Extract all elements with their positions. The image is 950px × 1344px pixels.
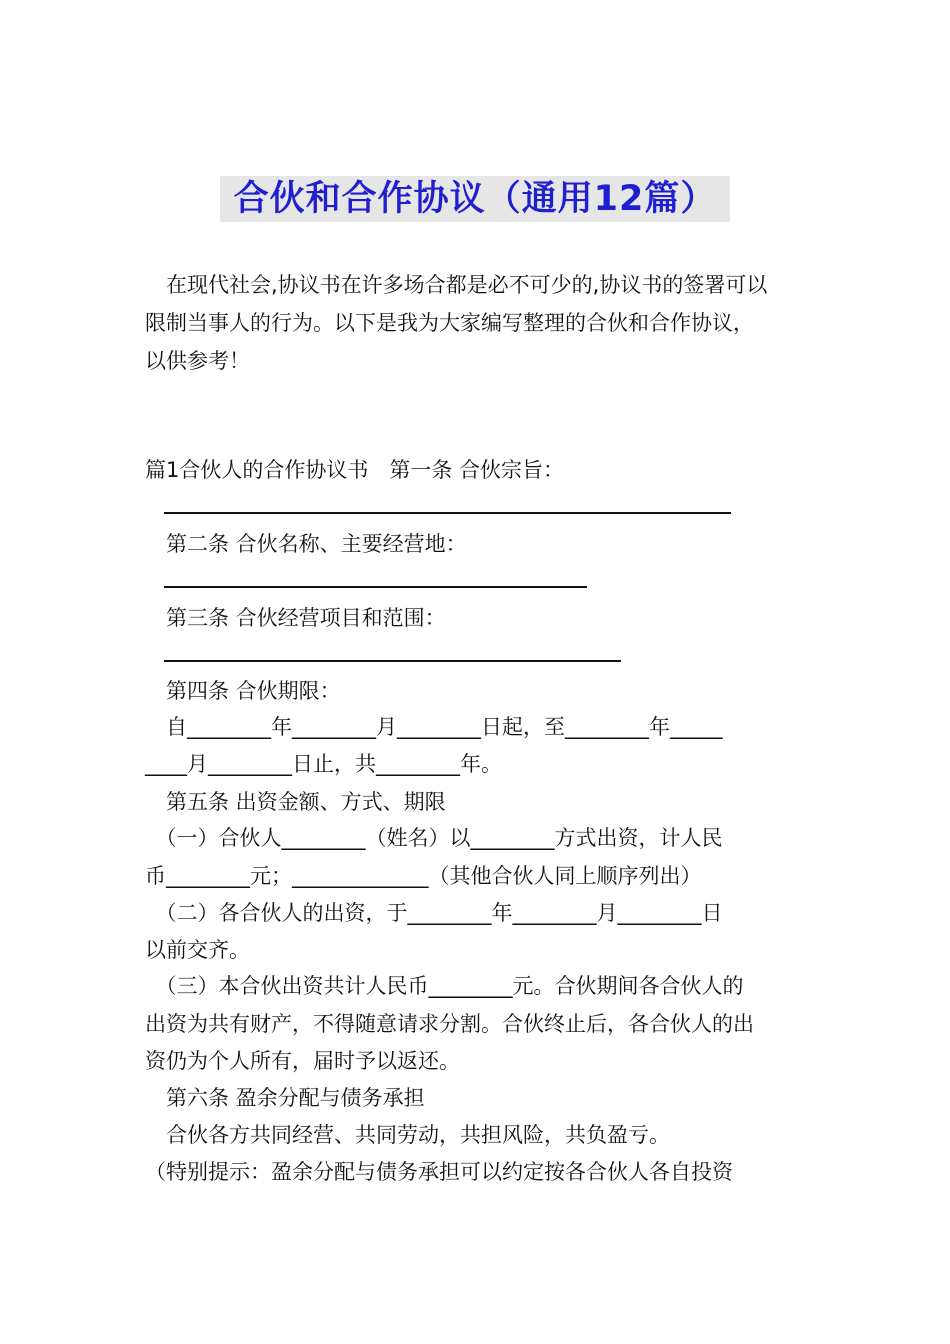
article-2: 第二条 合伙名称、主要经营地： <box>145 532 467 556</box>
blank-line-article3 <box>164 660 621 662</box>
blank-line-article1 <box>164 512 731 514</box>
article-4-line-1: 自________年________月________日起，至________年_____ <box>145 715 723 739</box>
article-5-item-2-line-1: （二）各合伙人的出资，于________年________月________日 <box>145 901 723 925</box>
document-title: 合伙和合作协议（通用12篇） <box>220 176 731 222</box>
title-container <box>0 176 950 222</box>
article-3: 第三条 合伙经营项目和范围： <box>145 606 446 630</box>
article-5-item-1-line-1: （一）合伙人________（姓名）以________方式出资，计人民 <box>145 826 723 850</box>
article-5-item-3-line-1: （三）本合伙出资共计人民币________元。合伙期间各合伙人的 <box>145 974 744 998</box>
intro-line-2: 限制当事人的行为。以下是我为大家编写整理的合伙和合作协议， <box>145 311 754 335</box>
article-6-line-2: （特别提示：盈余分配与债务承担可以约定按各合伙人各自投资 <box>145 1160 733 1184</box>
article-6: 第六条 盈余分配与债务承担 <box>145 1086 425 1110</box>
intro-line-3: 以供参考！ <box>145 349 250 373</box>
article-6-line-1: 合伙各方共同经营、共同劳动，共担风险，共负盈亏。 <box>145 1123 670 1147</box>
article-5-item-1-line-2: 币________元；_____________（其他合伙人同上顺序列出） <box>145 864 702 888</box>
article-5: 第五条 出资金额、方式、期限 <box>145 790 446 814</box>
article-5-item-3-line-2: 出资为共有财产，不得随意请求分割。合伙终止后，各合伙人的出 <box>145 1012 754 1036</box>
intro-line-1: 在现代社会,协议书在许多场合都是必不可少的,协议书的签署可以 <box>145 273 768 297</box>
article-5-item-3-line-3: 资仍为个人所有，届时予以返还。 <box>145 1049 460 1073</box>
article-5-item-2-line-2: 以前交齐。 <box>145 938 250 962</box>
article-4: 第四条 合伙期限： <box>145 679 341 703</box>
section-heading: 篇1合伙人的合作协议书 第一条 合伙宗旨： <box>145 458 565 482</box>
article-4-line-2: ____月________日止，共________年。 <box>145 752 502 776</box>
blank-line-article2 <box>164 586 587 588</box>
